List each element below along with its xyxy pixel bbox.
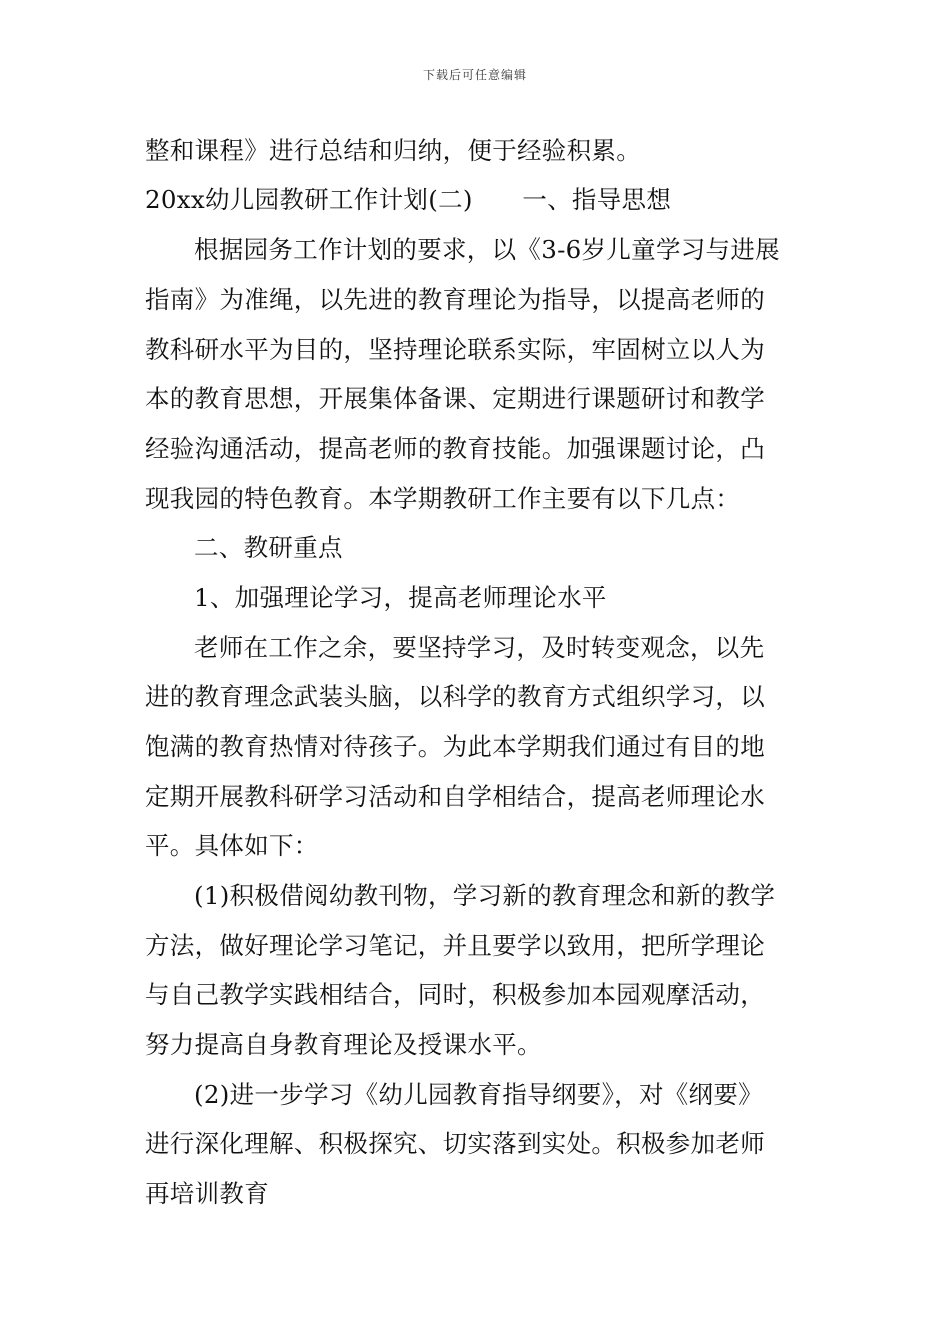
text-line: 老师在工作之余，要坚持学习，及时转变观念，以先 — [194, 633, 765, 662]
text-line: 进行深化理解、积极探究、切实落到实处。积极参加老师 — [145, 1129, 765, 1158]
text-line: 方法，做好理论学习笔记，并且要学以致用，把所学理论 — [145, 931, 765, 960]
text-line: 进的教育理念武装头脑，以科学的教育方式组织学习，以 — [145, 682, 765, 711]
text-line: 与自己教学实践相结合，同时，积极参加本园观摩活动， — [145, 980, 765, 1009]
text-line: 平。具体如下： — [145, 831, 319, 860]
text-line: 现我园的特色教育。本学期教研工作主要有以下几点： — [145, 484, 741, 513]
text-line: 定期开展教科研学习活动和自学相结合，提高老师理论水 — [145, 782, 765, 811]
text-line: 指南》为准绳，以先进的教育理论为指导，以提高老师的 — [145, 285, 765, 314]
text-line: 整和课程》进行总结和归纳，便于经验积累。 — [145, 136, 641, 165]
page-header: 下载后可任意编辑 — [422, 68, 527, 82]
text-line: 努力提高自身教育理论及授课水平。 — [145, 1030, 542, 1059]
text-line: 本的教育思想，开展集体备课、定期进行课题研讨和教学 — [145, 384, 765, 413]
text-line: (2)进一步学习《幼儿园教育指导纲要》，对《纲要》 — [194, 1080, 763, 1109]
text-line: 教科研水平为目的，坚持理论联系实际，牢固树立以人为 — [145, 335, 765, 364]
text-line: 20xx幼儿园教研工作计划(二) 一、指导思想 — [145, 185, 672, 214]
text-line: 根据园务工作计划的要求，以《3-6岁儿童学习与进展 — [194, 235, 780, 264]
text-line: 二、教研重点 — [194, 533, 343, 562]
text-line: 再培训教育 — [145, 1179, 269, 1208]
text-line: (1)积极借阅幼教刊物，学习新的教育理念和新的教学 — [194, 881, 776, 910]
text-line: 经验沟通活动，提高老师的教育技能。加强课题讨论，凸 — [145, 434, 765, 463]
text-line: 1、加强理论学习，提高老师理论水平 — [194, 583, 607, 612]
text-line: 饱满的教育热情对待孩子。为此本学期我们通过有目的地 — [145, 732, 765, 761]
